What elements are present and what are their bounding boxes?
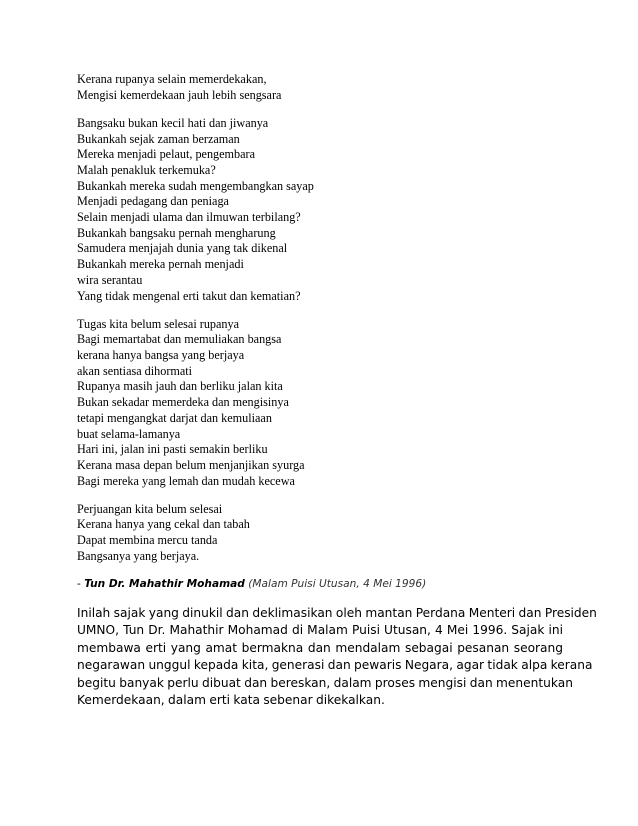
poem-line: Bukankah sejak zaman berzaman [77,131,240,146]
poem-line: buat selama-lamanya [77,426,181,441]
poem-line: Bukankah bangsaku pernah mengharung [77,225,276,240]
poem-line: Kerana rupanya selain memerdekakan, [77,72,267,86]
poem-line: Malah penakluk terkemuka? [77,162,216,177]
poem-line: Menjadi pedagang dan peniaga [77,194,229,209]
poem-line: Kerana masa depan belum menjanjikan syurga [77,457,305,472]
poem-line: Perjuangan kita belum selesai [77,501,223,516]
commentary-line: negarawan unggul kepada kita, generasi dan pewaris Negara, agar tidak alpa kerana [77,658,593,673]
poem-stanza [77,317,563,490]
commentary-line: Inilah sajak yang dinukil dan deklimasikan oleh mantan Perdana Menteri dan Presiden [77,605,597,620]
poem-line: kerana hanya bangsa yang berjaya [77,348,245,363]
poem [77,72,563,565]
poem-line: Bangsaku bukan kecil hati dan jiwanya [77,115,269,130]
commentary-line: Kemerdekaan, dalam erti kata sebenar dikekalkan. [77,692,385,707]
poem-line: akan sentiasa dihormati [77,363,193,378]
commentary-line: UMNO, Tun Dr. Mahathir Mohamad di Malam Puisi Utusan, 4 Mei 1996. Sajak ini [77,623,563,638]
poem-line: wira serantau [77,272,143,287]
poem-line: Mengisi kemerdekaan jauh lebih sengsara [77,87,282,102]
poem-stanza [77,72,563,103]
poem-line: Rupanya masih jauh dan berliku jalan kita [77,379,283,394]
poem-line: Bukankah mereka sudah mengembangkan sayap [77,178,314,193]
commentary-line: begitu banyak perlu dibuat dan bereskan, dalam proses mengisi dan menentukan [77,675,573,690]
poem-line: Dapat membina mercu tanda [77,533,218,548]
poem-line: Mereka menjadi pelaut, pengembara [77,147,255,162]
attribution-dash: - [77,577,85,590]
poem-line: Selain menjadi ulama dan ilmuwan terbilang? [77,210,301,225]
poem-line: Bangsanya yang berjaya. [77,548,200,563]
poem-line: Bagi mereka yang lemah dan mudah kecewa [77,473,295,488]
poem-attribution [77,577,563,591]
poem-stanza [77,502,563,565]
poem-line: Bagi memartabat dan memuliakan bangsa [77,332,282,347]
poem-stanza [77,116,563,304]
poem-line: tetapi mengangkat darjat dan kemuliaan [77,410,272,425]
poem-line: Samudera menjajah dunia yang tak dikenal [77,241,288,256]
document-page [77,72,597,709]
poem-line: Hari ini, jalan ini pasti semakin berliku [77,442,268,457]
poem-line: Bukan sekadar memerdeka dan mengisinya [77,395,289,410]
commentary-line: membawa erti yang amat bermakna dan mendalam sebagai pesanan seorang [77,640,563,655]
attribution-author: Tun Dr. Mahathir Mohamad [84,577,245,590]
poem-line: Kerana hanya yang cekal dan tabah [77,517,250,532]
commentary-paragraph [77,605,597,709]
attribution-source: (Malam Puisi Utusan, 4 Mei 1996) [244,577,427,590]
poem-line: Yang tidak mengenal erti takut dan kematian? [77,288,301,303]
poem-line: Tugas kita belum selesai rupanya [77,316,240,331]
poem-line: Bukankah mereka pernah menjadi [77,257,244,272]
